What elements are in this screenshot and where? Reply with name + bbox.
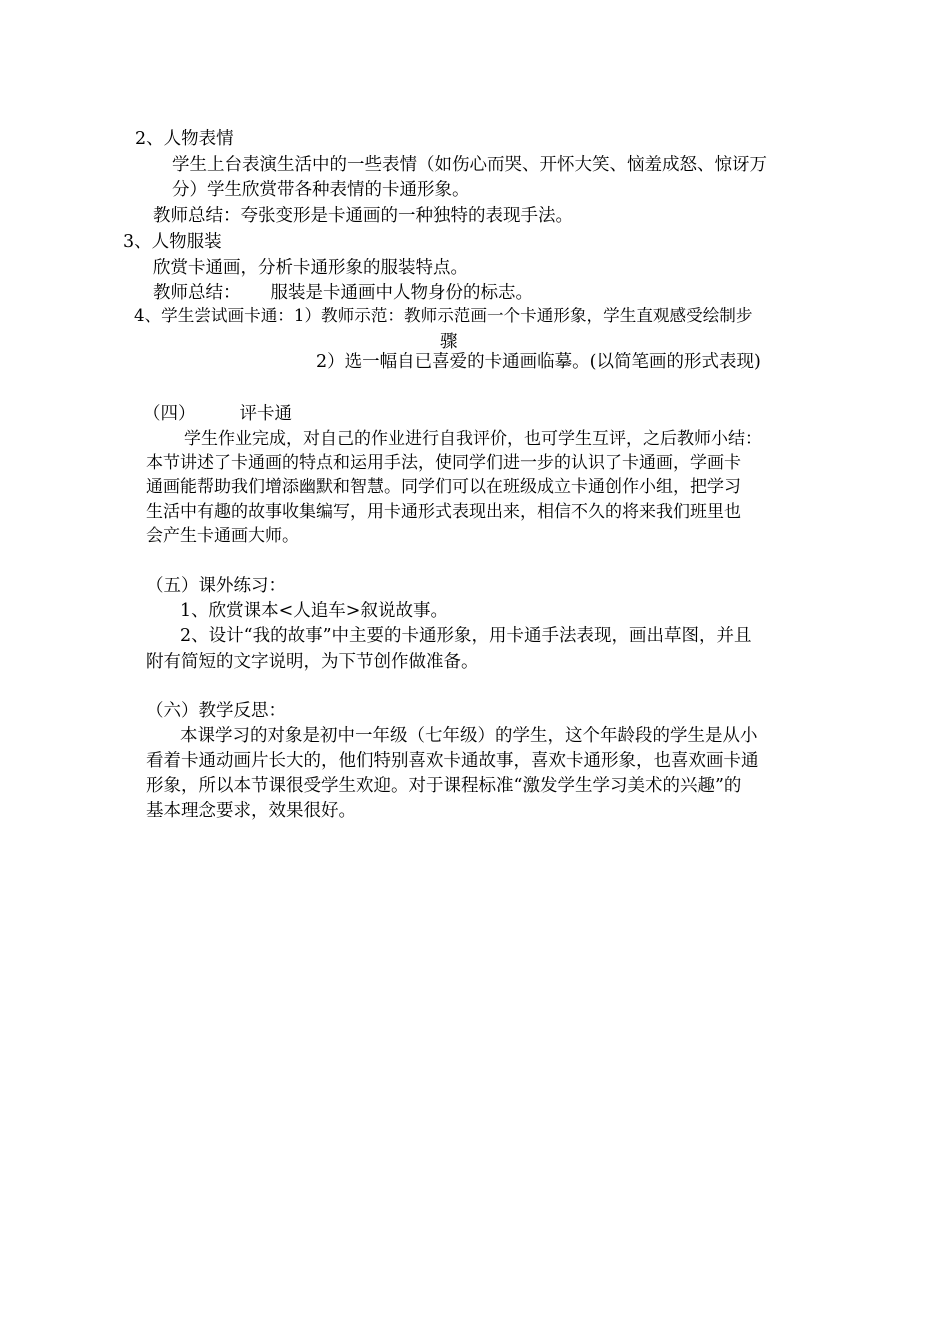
section-five-item2-line1: 2、设计“我的故事”中主要的卡通形象，用卡通手法表现，画出草图，并且 <box>180 626 752 646</box>
section-five-item2-line2: 附有简短的文字说明，为下节创作做准备。 <box>146 652 479 672</box>
section-four-line: 会产生卡通画大师。 <box>146 526 299 546</box>
expression-body-line2: 分）学生欣赏带各种表情的卡通形象。 <box>172 180 470 200</box>
costume-summary-text: 服装是卡通画中人物身份的标志。 <box>270 283 533 303</box>
expression-heading: 2、人物表情 <box>135 129 234 149</box>
costume-body: 欣赏卡通画，分析卡通形象的服装特点。 <box>153 258 468 278</box>
costume-summary-label: 教师总结： <box>153 283 241 303</box>
section-four-title: 评卡通 <box>239 404 292 424</box>
section-four-line: 学生作业完成，对自己的作业进行自我评价，也可学生互评，之后教师小结： <box>184 429 762 449</box>
try-line3: 2）选一幅自已喜爱的卡通画临摹。(以简笔画的形式表现) <box>316 352 761 372</box>
section-six-heading: （六）教学反思： <box>146 701 286 721</box>
costume-heading: 3、人物服装 <box>123 232 222 252</box>
section-six-line: 基本理念要求，效果很好。 <box>146 801 356 821</box>
section-four-line: 生活中有趣的故事收集编写，用卡通形式表现出来，相信不久的将来我们班里也 <box>146 502 741 522</box>
section-four-label: （四） <box>143 404 196 424</box>
expression-summary: 教师总结：夸张变形是卡通画的一种独特的表现手法。 <box>153 206 573 226</box>
section-six-line: 本课学习的对象是初中一年级（七年级）的学生，这个年龄段的学生是从小 <box>180 726 758 746</box>
expression-body-line1: 学生上台表演生活中的一些表情（如伤心而哭、开怀大笑、恼羞成怒、惊讶万 <box>172 155 767 175</box>
section-five-heading: （五）课外练习： <box>146 576 286 596</box>
section-six-line: 看着卡通动画片长大的，他们特别喜欢卡通故事，喜欢卡通形象，也喜欢画卡通 <box>146 751 759 771</box>
section-four-line: 通画能帮助我们增添幽默和智慧。同学们可以在班级成立卡通创作小组，把学习 <box>146 477 741 497</box>
section-four-line: 本节讲述了卡通画的特点和运用手法，使同学们进一步的认识了卡通画，学画卡 <box>146 453 741 473</box>
try-line1: 4、学生尝试画卡通：1）教师示范：教师示范画一个卡通形象，学生直观感受绘制步 <box>134 306 753 325</box>
section-six-line: 形象，所以本节课很受学生欢迎。对于课程标准“激发学生学习美术的兴趣”的 <box>146 776 742 796</box>
try-line2: 骤 <box>440 332 458 352</box>
section-four-heading <box>143 401 292 427</box>
section-five-item1: 1、欣赏课本<人追车>叙说故事。 <box>180 601 448 621</box>
